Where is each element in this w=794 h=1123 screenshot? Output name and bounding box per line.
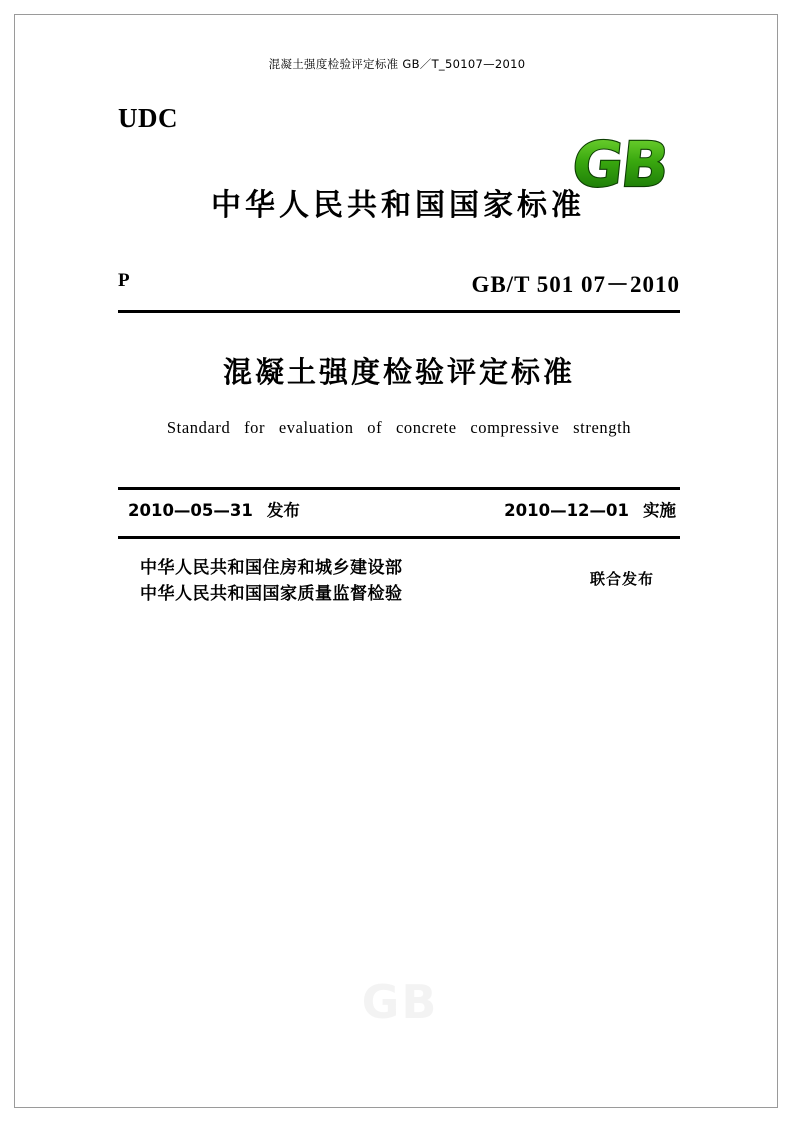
publisher-line-1: 中华人民共和国住房和城乡建设部 — [140, 558, 403, 578]
publisher-line-2: 中华人民共和国国家质量监督检验 — [140, 584, 403, 604]
issue-date: 2010—05—31 — [128, 501, 253, 520]
issue-date-group — [128, 497, 300, 521]
watermark-text — [330, 975, 470, 1035]
divider-bottom — [118, 536, 680, 539]
divider-middle — [118, 487, 680, 490]
svg-text:GB: GB — [568, 132, 671, 198]
joint-release-label: 联合发布 — [590, 570, 655, 588]
document-title-zh: 混凝土强度检验评定标准 — [222, 355, 575, 389]
designation-row — [118, 266, 680, 308]
dates-row — [118, 497, 680, 531]
document-title-en: Standard for evaluation of concrete compressive strength — [166, 418, 632, 437]
divider-top — [118, 310, 680, 313]
udc-label: UDC — [118, 103, 178, 133]
running-header: 混凝土强度检验评定标准 GB／T_50107—2010 — [268, 57, 526, 71]
standard-designation: GB/T 501 07－2010 — [471, 272, 680, 297]
effective-date-group — [504, 497, 676, 521]
issue-label: 发布 — [266, 501, 300, 520]
effective-label: 实施 — [643, 501, 676, 520]
effective-date: 2010—12—01 — [504, 501, 629, 520]
publisher-block — [140, 555, 540, 607]
classification-letter: P — [118, 270, 130, 291]
gb-logo-icon — [568, 132, 702, 198]
national-standard-title: 中华人民共和国国家标准 — [211, 188, 585, 223]
